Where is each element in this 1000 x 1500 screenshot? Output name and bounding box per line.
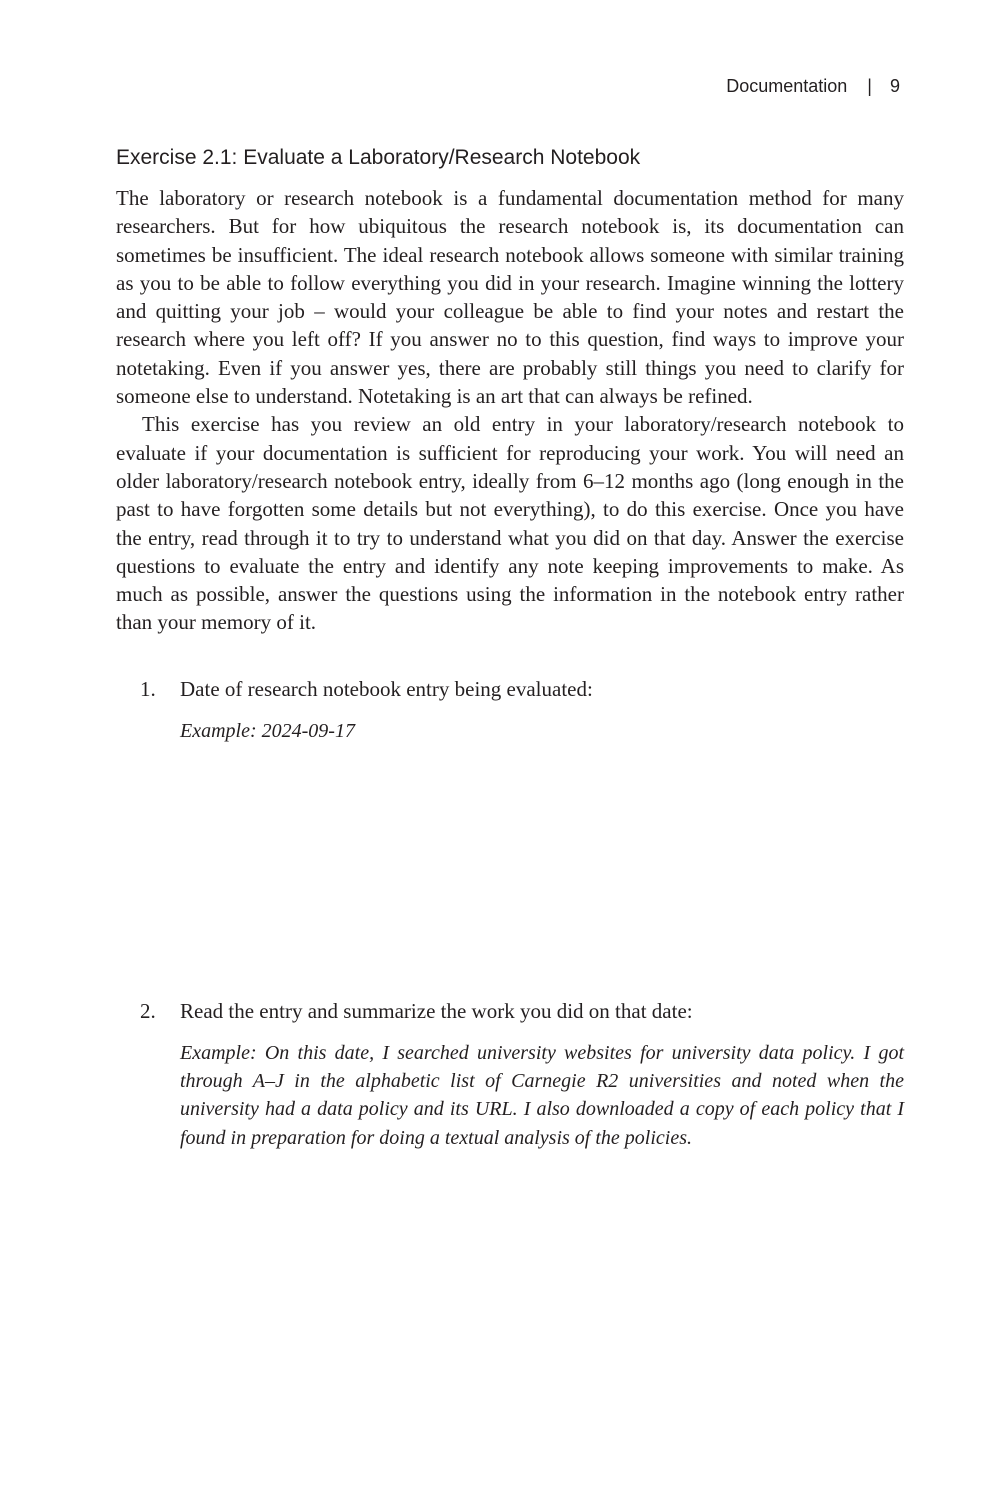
question-item	[116, 675, 904, 997]
question-example: Example: 2024-09-17	[180, 719, 355, 742]
question-number: 2.	[140, 998, 156, 1023]
running-head-section: Documentation	[726, 76, 848, 96]
question-text: Date of research notebook entry being evaluated:	[180, 676, 593, 701]
page-number: 9	[889, 76, 900, 96]
running-head	[726, 74, 900, 98]
question-item	[116, 997, 904, 1152]
question-example: Example: On this date, I searched university websites for university data policy. I got through A–J in the alphabetic list of Carnegie R2 universities and noted when the university had a data policy and its URL. I also downloaded a copy of each policy that I found in preparation for doing a textual analysis of the policies.	[180, 1041, 904, 1149]
page-body	[116, 142, 904, 1152]
running-head-separator: |	[867, 76, 872, 96]
question-number: 1.	[140, 676, 156, 701]
instructions-paragraph: This exercise has you review an old entry in your laboratory/research notebook to evaluate if your documentation is sufficient for reproducing your work. You will need an older laboratory/research notebook entry, ideally from 6–12 months ago (long enough in the past to have forgotten some details but not everything), to do this exercise. Once you have the entry, read through it to try to understand what you did on that day. Answer the exercise questions to evaluate the entry and identify any note keeping improvements to make. As much as possible, answer the questions using the information in the notebook entry rather than your memory of it.	[116, 412, 904, 635]
intro-paragraph: The laboratory or research notebook is a fundamental documentation method for many researchers. But for how ubiquitous the research notebook is, its documentation can sometimes be insufficient. The ideal research notebook allows someone with similar training as you to be able to follow everything you did in your research. Imagine winning the lottery and quitting your job – would your colleague be able to find your notes and restart the research where you left off? If you answer no to this question, find ways to improve your notetaking. Even if you answer yes, there are probably still things you need to clarify for someone else to understand. Notetaking is an art that can always be refined.	[116, 186, 904, 409]
exercise-title: Exercise 2.1: Evaluate a Laboratory/Research Notebook	[116, 146, 641, 169]
question-list	[116, 675, 904, 1152]
question-text: Read the entry and summarize the work you did on that date:	[180, 998, 693, 1023]
